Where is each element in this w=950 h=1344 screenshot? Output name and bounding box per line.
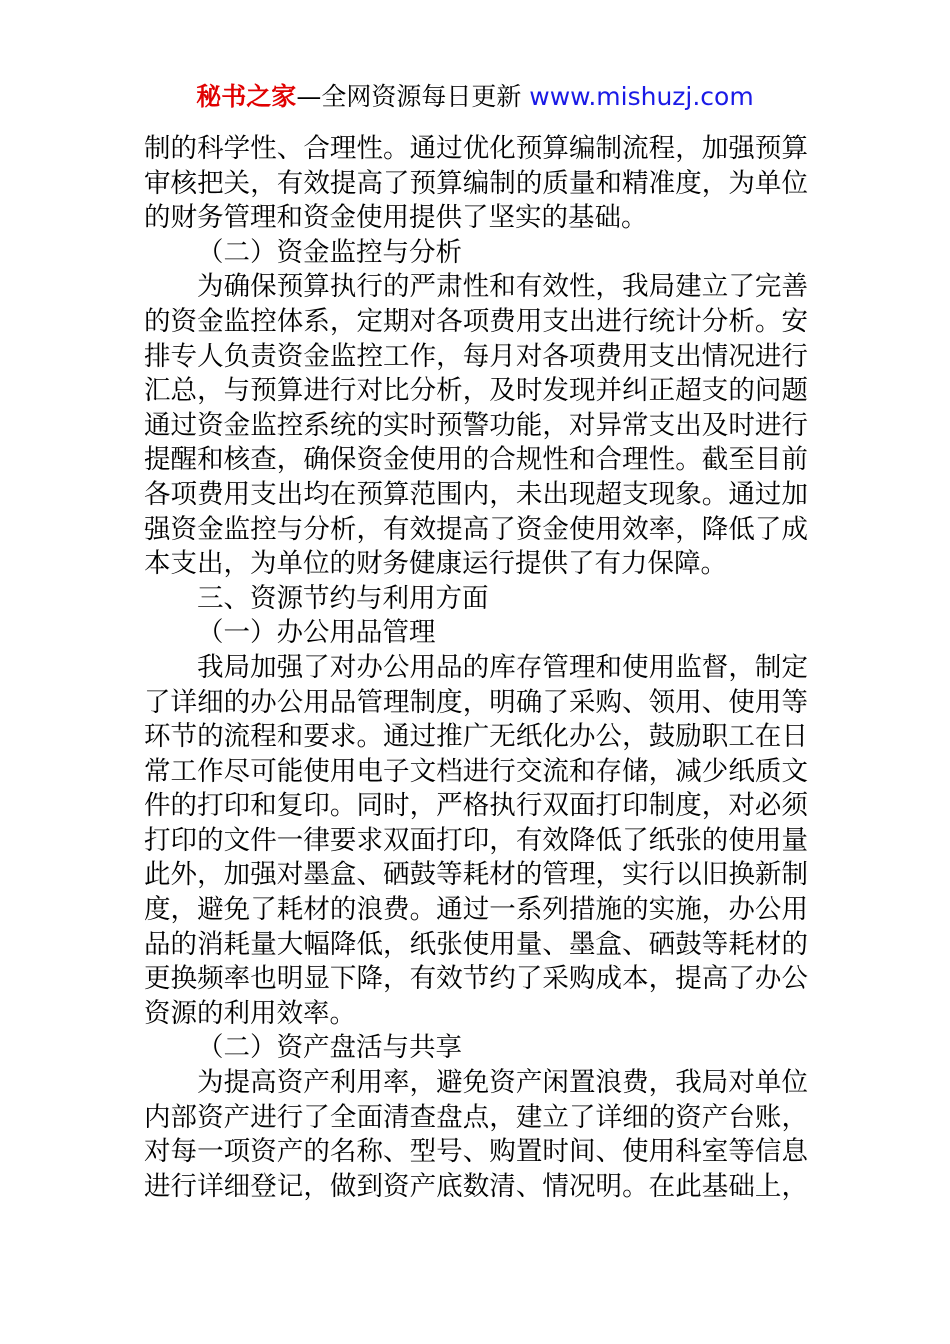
text-line: 更换频率也明显下降，有效节约了采购成本，提高了办公 bbox=[144, 963, 808, 995]
header-url-link[interactable]: www.mishuzj.com bbox=[529, 82, 754, 111]
header-brand: 秘书之家 bbox=[196, 82, 297, 111]
paragraph-start: 为确保预算执行的严肃性和有效性，我局建立了完善 bbox=[197, 271, 808, 303]
paragraph-start: 为提高资产利用率，避免资产闲置浪费，我局对单位 bbox=[197, 1067, 808, 1099]
text-line: 资源的利用效率。 bbox=[144, 997, 356, 1029]
text-line: 环节的流程和要求。通过推广无纸化办公，鼓励职工在日 bbox=[144, 721, 808, 753]
text-line: 各项费用支出均在预算范围内，未出现超支现象。通过加 bbox=[144, 478, 808, 510]
text-line: 制的科学性、合理性。通过优化预算编制流程，加强预算 bbox=[144, 133, 808, 164]
text-line: 此外，加强对墨盒、硒鼓等耗材的管理，实行以旧换新制 bbox=[144, 859, 808, 891]
text-line: 通过资金监控系统的实时预警功能，对异常支出及时进行 bbox=[144, 409, 808, 441]
text-line: 度，避免了耗材的浪费。通过一系列措施的实施，办公用 bbox=[144, 894, 808, 926]
text-line: 的财务管理和资金使用提供了坚实的基础。 bbox=[144, 202, 648, 234]
text-line: 件的打印和复印。同时，严格执行双面打印制度，对必须 bbox=[144, 790, 808, 822]
text-line: 排专人负责资金监控工作，每月对各项费用支出情况进行 bbox=[144, 340, 808, 372]
text-line: 汇总，与预算进行对比分析，及时发现并纠正超支的问题 bbox=[144, 375, 808, 407]
text-line: 强资金监控与分析，有效提高了资金使用效率，降低了成 bbox=[144, 513, 808, 545]
text-line: 本支出，为单位的财务健康运行提供了有力保障。 bbox=[144, 548, 727, 580]
paragraph-start: 我局加强了对办公用品的库存管理和使用监督，制定 bbox=[197, 651, 808, 683]
text-line: 常工作尽可能使用电子文档进行交流和存储，减少纸质文 bbox=[144, 755, 808, 787]
page-header bbox=[0, 80, 950, 114]
text-line: 对每一项资产的名称、型号、购置时间、使用科室等信息 bbox=[144, 1136, 808, 1168]
header-slogan: —全网资源每日更新 bbox=[296, 82, 522, 111]
text-line: 提醒和核查，确保资金使用的合规性和合理性。截至目前 bbox=[144, 444, 808, 476]
document-body bbox=[144, 132, 808, 1204]
text-line: 了详细的办公用品管理制度，明确了采购、领用、使用等 bbox=[144, 686, 808, 718]
section-heading: 三、资源节约与利用方面 bbox=[197, 582, 489, 614]
text-line: 品的消耗量大幅降低，纸张使用量、墨盒、硒鼓等耗材的 bbox=[144, 928, 808, 960]
text-line: 审核把关，有效提高了预算编制的质量和精准度，为单位 bbox=[144, 167, 808, 199]
section-heading: （二）资金监控与分析 bbox=[197, 236, 462, 268]
text-line: 打印的文件一律要求双面打印，有效降低了纸张的使用量 bbox=[144, 824, 808, 856]
text-line: 内部资产进行了全面清查盘点，建立了详细的资产台账， bbox=[144, 1101, 808, 1133]
section-heading: （一）办公用品管理 bbox=[197, 617, 436, 649]
text-line: 进行详细登记，做到资产底数清、情况明。在此基础上， bbox=[144, 1170, 808, 1202]
section-heading: （二）资产盘活与共享 bbox=[197, 1032, 462, 1064]
text-line: 的资金监控体系，定期对各项费用支出进行统计分析。安 bbox=[144, 305, 808, 337]
